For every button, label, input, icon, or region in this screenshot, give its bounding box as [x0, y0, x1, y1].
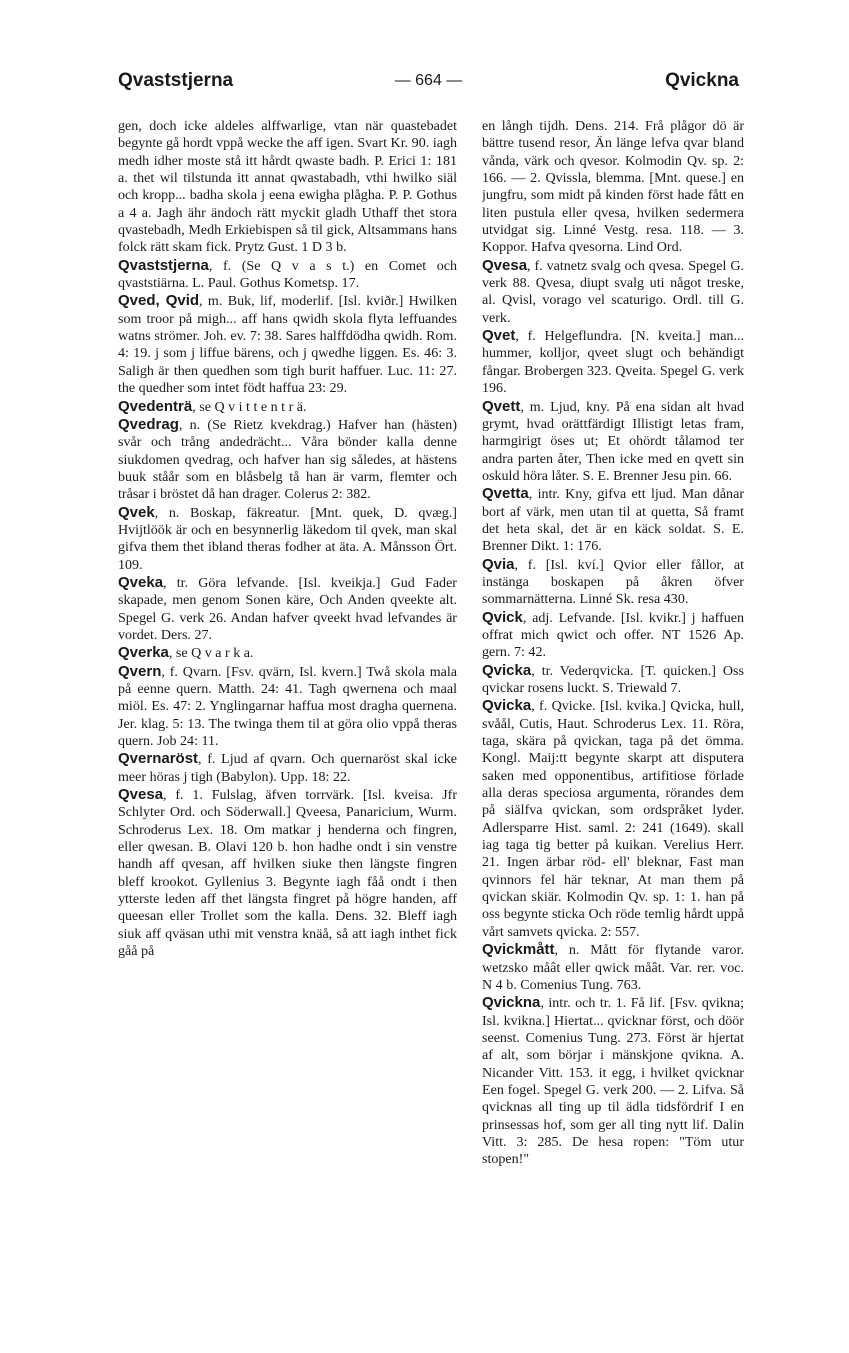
- dictionary-entry: Qvett, m. Ljud, kny. På ena sidan alt hvad grymt, hvad orättfärdigt Illistigt letas fram, harmgirigt öses ut; Et ohördt tålamod ter andra parten åter, Then icke med en qvett sin oskuld höra låter. S. E. Brenner Jesu pin. 66.: [482, 397, 744, 484]
- headword: Qvicka: [482, 697, 532, 715]
- header-right-catchword: Qvickna: [665, 70, 739, 91]
- dictionary-entry: Qvickna, intr. och tr. 1. Få lif. [Fsv. qvikna; Isl. kvikna.] Hiertat... qvicknar först, och döör seenst. Comenius Tung. 273. Först är hjertat af alt, som börjar i mänskjone qvikna. A. Nicander Vitt. 153. it egg, i hvilket qvicknar Een fogel. Spegel G. verk 200. — 2. Lifva. Så qvicknas all ting up til ädla tidsfördrif I en prinsessas hof, som ger all ting nytt lif. Dalin Vitt. 3: 285. De hesa ropen: "Töm utur stopen!": [482, 994, 744, 1168]
- headword: Qvesa: [118, 786, 164, 804]
- dictionary-entry: Qvicka, f. Qvicke. [Isl. kvika.] Qvicka, hull, svåål, Cutis, Haut. Schroderus Lex. 11. Röra, taga, skära på qvickan, taga på det ömma. Kongl. Maij:tt begynte skarpt att disputera saken med opponentibus, artifitiose förlade alla deras speciosa argumenta, rörandes dem på siälfva qvickan, som ordspråket lyder. Adlersparre Hist. saml. 2: 241 (1649). skall iag taga tig better på kuikan. Verelius Herr. 21. Ingen ärbar röd- ell' bleknar, Fast man qvinnors fel här teknar, At man them på qvickan skiär. Kolmodin Qv. sp. 1: 1. han på oss begynte sticka Och röde temlig hårdt uppå vårt samvets qvicka. 2: 557.: [482, 697, 744, 940]
- headword: Qvickmått: [482, 941, 555, 959]
- dictionary-entry: Qvedrag, n. (Se Rietz kvekdrag.) Hafver han (hästen) svår och trång andedrächt... Våra bönder kalla denne siukdomen qvedrag, och hafver han sig således, at hästens buuk ståår som en blåsbelg tå han är varm, flemter och tråsar i bröstet då han drager. Colerus 2: 382.: [118, 415, 457, 503]
- dictionary-entry: Qvet, f. Helgeflundra. [N. kveita.] man... hummer, kolljor, qveet slugt och behändigt fångar. Brobergen 323. Qveita. Spegel G. verk 196.: [482, 327, 744, 397]
- dictionary-entry: Qvickmått, n. Mått för flytande varor. wetzsko måât eller qwick måât. Var. rer. voc. N 4 b. Comenius Tung. 763.: [482, 941, 744, 993]
- dictionary-entry: Qvaststjerna, f. (Se Q v a s t.) en Comet och qvaststiärna. L. Paul. Gothus Kometsp. 17.: [118, 256, 457, 292]
- headword: Qveka: [118, 573, 164, 591]
- headword: Qvickna: [482, 994, 541, 1012]
- headword: Qvernaröst: [118, 750, 199, 768]
- headword: Qvedenträ: [118, 397, 193, 415]
- headword: Qvet: [482, 327, 516, 345]
- headword: Qvick: [482, 608, 523, 626]
- dictionary-entry: Qvernaröst, f. Ljud af qvarn. Och quernaröst skal icke meer höras j tigh (Babylon). Upp. 18: 22.: [118, 750, 457, 785]
- dictionary-entry: Qvern, f. Qvarn. [Fsv. qvärn, Isl. kvern.] Twå skola mala på eenne quern. Matth. 24: 41. Tagh qwernena och maal miöl. Es. 47: 2. Ynglingarnar haffua most dragha quernena. Jer. klag. 5: 13. The twinga them til at göra olio vppå theras quern. Job 24: 11.: [118, 662, 457, 750]
- headword: Qvern: [118, 662, 162, 680]
- dictionary-entry: en långh tijdh. Dens. 214. Frå plågor dö är bättre tusend resor, Än länge lefva qvar bland vånda, värk och qvesor. Kolmodin Qv. sp. 2: 166. — 2. Qvissla, blemma. [Mnt. quese.] en jungfru, som midt på kinden först hade fått en liten pustula eller qvesa, hvilken sedermera utvidgat sig. Linné Vestg. resa. 118. — 3. Koppor. Hafva qvesorna. Lind Ord.: [482, 118, 744, 256]
- headword: Qvaststjerna: [118, 256, 209, 274]
- headword: Qvia: [482, 555, 515, 573]
- headword: Qverka: [118, 644, 169, 662]
- right-column: [482, 118, 744, 1318]
- header-left-catchword: Qvaststjerna: [118, 70, 234, 91]
- page-header: [118, 70, 739, 96]
- headword: Qvek: [118, 503, 155, 521]
- dictionary-entry: Qvek, n. Boskap, fäkreatur. [Mnt. quek, D. qvæg.] Hvijtlöök är och en besynnerlig läkedom til qvek, man skal gifva them thet ibland theras fodher at äta. A. Månsson Ört. 109.: [118, 503, 457, 573]
- headword: Qvicka: [482, 661, 532, 679]
- dictionary-entry: Qverka, se Q v a r k a.: [118, 644, 254, 662]
- headword: Qvett: [482, 397, 521, 415]
- headword: Qvetta: [482, 485, 529, 503]
- dictionary-entry: Qveka, tr. Göra lefvande. [Isl. kveikja.] Gud Fader skapade, men genom Sonen käre, Och Anden qveekte alt. Spegel G. verk 26. Andan hafver qveekt hvad lefvandes är vordet. Ders. 27.: [118, 573, 457, 643]
- page-number: — 664 —: [394, 72, 463, 89]
- dictionary-entry: Qvedenträ, se Q v i t t e n t r ä.: [118, 397, 307, 415]
- dictionary-entry: Qvesa, f. 1. Fulslag, äfven torrvärk. [Isl. kveisa. Jfr Schlyter Ord. och Söderwall.] Qveesa, Panaricium, Wurm. Schroderus Lex. 18. Om matkar j henderna och fingren, eller qwesan. B. Olavi 120 b. hon hadhe ondt i sin venstre handh aff qvesan, aff hvilken siuke then längste fingren bleff krookot. Gyllenius 3. Begynte iagh fåå ondt i then ytterste leden aff thet längsta fingret på högre handen, aff queesan eller Trollet som the kalla. Dens. 32. Bleff iagh siuk aff qväsan uthi mit venstra knäå, så att iagh inthet fick gåå på: [118, 786, 457, 960]
- headword: Qvedrag: [118, 415, 179, 433]
- dictionary-entry: Qvetta, intr. Kny, gifva ett ljud. Man dånar bort af värk, men utan til at quetta, Så framt det heta skal, det är en käck soldat. S. E. Brenner Dikt. 1: 176.: [482, 485, 744, 555]
- dictionary-entry: gen, doch icke aldeles alffwarlige, vtan när quastebadet begynte gå hordt vppå wecke the aff igen. Svart Kr. 90. iagh medh idher moste stå itt hårdt qwaste badh. P. Erici 1: 181 a. thet wil tilstunda itt annat qwastabadh, vthi hwilko siäl och kropp... badha skola j eena ewigha plågha. P. P. Gothus a 4 a. Jagh ähr ändoch rätt myckit gladh Uthaff thet stora qvastebadh, Medh Erkiebispen så til gick, Altsammans hans folck rätt skam fick. Prytz Gust. 1 D 3 b.: [118, 118, 457, 256]
- dictionary-entry: Qved, Qvid, m. Buk, lif, moderlif. [Isl. kviðr.] Hwilken som troor på migh... aff hans qwidh skola flyta leffuandes watns strömer. Joh. ev. 7: 38. Sares halffdödha qwidh. Rom. 4: 19. j som j liffue bärens, och j qwedhe liggen. Es. 46: 3. Saligh är then quedhen som tigh burit haffuer. Luc. 11: 27. the quedher som intet födt haffua 23: 29.: [118, 292, 457, 397]
- dictionary-entry: Qvicka, tr. Vederqvicka. [T. quicken.] Oss qvickar rosens luckt. S. Triewald 7.: [482, 661, 744, 696]
- dictionary-entry: Qvick, adj. Lefvande. [Isl. kvikr.] j haffuen offrat mich qwict och offer. NT 1526 Ap. gern. 7: 42.: [482, 608, 744, 661]
- headword: Qvesa: [482, 256, 528, 274]
- dictionary-entry: Qvia, f. [Isl. kví.] Qvior eller fållor, at instänga boskapen på åkren öfver sommarnätterna. Linné Sk. resa 430.: [482, 555, 744, 608]
- dictionary-entry: Qvesa, f. vatnetz svalg och qvesa. Spegel G. verk 88. Qvesa, diupt svalg uti något treske, al. Qvisl, vorago vel scaturigo. Ordl. till G. verk.: [482, 256, 744, 326]
- left-column: [118, 118, 457, 1318]
- headword: Qved, Qvid: [118, 292, 200, 310]
